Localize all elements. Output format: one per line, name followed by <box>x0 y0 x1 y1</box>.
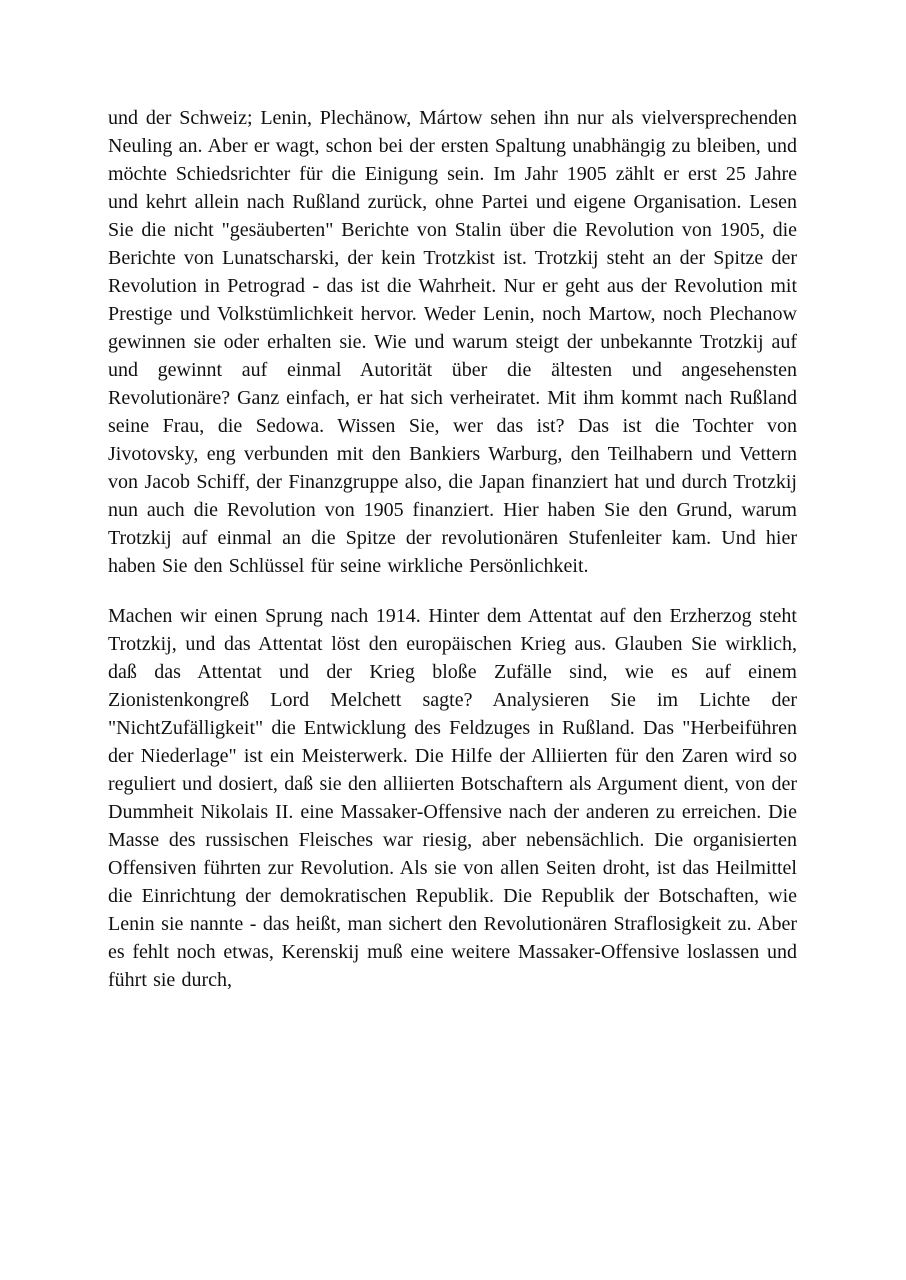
paragraph-2: Machen wir einen Sprung nach 1914. Hinter dem Attentat auf den Erzherzog steht Trotzkij, und das Attentat löst den europäischen Krieg aus. Glauben Sie wirklich, daß das Attentat und der Krieg bloße Zufälle sind, wie es auf einem Zionistenkongreß Lord Melchett sagte? Analysieren Sie im Lichte der "NichtZufälligkeit" die Entwicklung des Feldzuges in Rußland. Das "Herbeiführen der Niederlage" ist ein Meisterwerk. Die Hilfe der Alliierten für den Zaren wird so reguliert und dosiert, daß sie den alliierten Botschaftern als Argument dient, von der Dummheit Nikolais II. eine Massaker-Offensive nach der anderen zu erreichen. Die Masse des russischen Fleisches war riesig, aber nebensächlich. Die organisierten Offensiven führten zur Revolution. Als sie von allen Seiten droht, ist das Heilmittel die Einrichtung der demokratischen Republik. Die Republik der Botschaften, wie Lenin sie nannte - das heißt, man sichert den Revolutionären Straflosigkeit zu. Aber es fehlt noch etwas, Kerenskij muß eine weitere Massaker-Offensive loslassen und führt sie durch, <box>108 605 797 991</box>
paragraph-1: und der Schweiz; Lenin, Plechänow, Mártow sehen ihn nur als vielversprechenden Neuling an. Aber er wagt, schon bei der ersten Spaltung unabhängig zu bleiben, und möchte Schiedsrichter für die Einigung sein. Im Jahr 1905 zählt er erst 25 Jahre und kehrt allein nach Rußland zurück, ohne Partei und eigene Organisation. Lesen Sie die nicht "gesäuberten" Berichte von Stalin über die Revolution von 1905, die Berichte von Lunatscharski, der kein Trotzkist ist. Trotzkij steht an der Spitze der Revolution in Petrograd - das ist die Wahrheit. Nur er geht aus der Revolution mit Prestige und Volkstümlichkeit hervor. Weder Lenin, noch Martow, noch Plechanow gewinnen sie oder erhalten sie. Wie und warum steigt der unbekannte Trotzkij auf und gewinnt auf einmal Autorität über die ältesten und angesehensten Revolutionäre? Ganz einfach, er hat sich verheiratet. Mit ihm kommt nach Rußland seine Frau, die Sedowa. Wissen Sie, wer das ist? Das ist die Tochter von Jivotovsky, eng verbunden mit den Bankiers Warburg, den Teilhabern und Vettern von Jacob Schiff, der Finanzgruppe also, die Japan finanziert hat und durch Trotzkij nun auch die Revolution von 1905 finanziert. Hier haben Sie den Grund, warum Trotzkij auf einmal an die Spitze der revolutionären Stufenleiter kam. Und hier haben Sie den Schlüssel für seine wirkliche Persönlichkeit. <box>108 107 797 577</box>
